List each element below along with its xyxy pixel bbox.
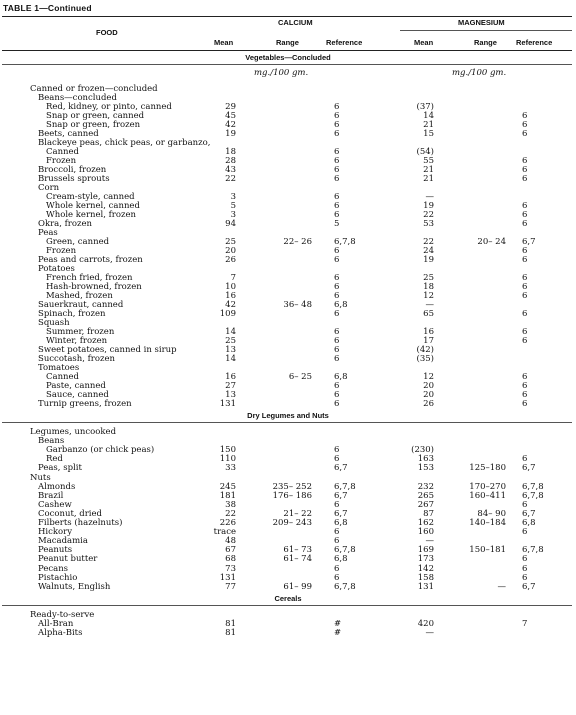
food-name: Almonds xyxy=(38,482,76,492)
calcium-reference: 6,7 xyxy=(334,463,348,473)
calcium-range: 61– 74 xyxy=(283,554,312,564)
calcium-reference: 6 xyxy=(334,165,340,175)
calcium-mean: 14 xyxy=(225,327,236,337)
calcium-mean: 29 xyxy=(225,102,236,112)
food-name: Corn xyxy=(38,183,60,193)
food-name: Peas and carrots, frozen xyxy=(38,255,143,265)
magnesium-mean: 21 xyxy=(423,165,434,175)
magnesium-mean: 24 xyxy=(423,246,434,256)
food-name: Walnuts, English xyxy=(38,582,111,592)
food-name: Pistachio xyxy=(38,573,78,583)
magnesium-reference: 6,7,8 xyxy=(522,545,544,555)
calcium-mean: 131 xyxy=(219,399,236,409)
magnesium-range-header: Range xyxy=(474,38,497,47)
magnesium-mean: (54) xyxy=(416,147,434,157)
magnesium-mean: 420 xyxy=(417,619,434,629)
calcium-range: 61– 99 xyxy=(283,582,312,592)
magnesium-mean: 53 xyxy=(423,219,434,229)
food-name: Paste, canned xyxy=(46,381,106,391)
calcium-mean: 45 xyxy=(225,111,236,121)
calcium-mean: 27 xyxy=(225,381,236,391)
section-rule xyxy=(2,422,572,423)
calcium-reference: 6 xyxy=(334,390,340,400)
food-name: Cashew xyxy=(38,500,72,510)
magnesium-reference: 6 xyxy=(522,554,528,564)
table-row xyxy=(0,399,576,409)
food-name: Cream-style, canned xyxy=(46,192,135,202)
food-name: Snap or green, frozen xyxy=(46,120,141,130)
calcium-reference: 6 xyxy=(334,573,340,583)
calcium-mean: 68 xyxy=(225,554,236,564)
calcium-reference: 6 xyxy=(334,129,340,139)
food-name: Mashed, frozen xyxy=(46,291,113,301)
magnesium-reference: 6 xyxy=(522,527,528,537)
magnesium-mean: 163 xyxy=(417,454,434,464)
magnesium-range: 84– 90 xyxy=(477,509,506,519)
food-name: Green, canned xyxy=(46,237,110,247)
calcium-reference: 6,7,8 xyxy=(334,237,356,247)
calcium-range: 21– 22 xyxy=(283,509,312,519)
top-rule xyxy=(2,16,572,17)
magnesium-reference: 6 xyxy=(522,454,528,464)
magnesium-reference: 6,7 xyxy=(522,237,536,247)
calcium-reference: 6,7 xyxy=(334,509,348,519)
magnesium-mean: 15 xyxy=(423,129,434,139)
magnesium-reference: 6,7 xyxy=(522,463,536,473)
calcium-mean: 109 xyxy=(219,309,236,319)
magnesium-reference: 6 xyxy=(522,381,528,391)
calcium-range: 22– 26 xyxy=(283,237,312,247)
food-name: Summer, frozen xyxy=(46,327,115,337)
food-name: Tomatoes xyxy=(38,363,80,373)
calcium-reference: 6 xyxy=(334,536,340,546)
calcium-mean: 48 xyxy=(225,536,236,546)
food-name: Filberts (hazelnuts) xyxy=(38,518,123,528)
magnesium-reference: 6 xyxy=(522,255,528,265)
calcium-reference: 6,7,8 xyxy=(334,482,356,492)
food-name: Hash-browned, frozen xyxy=(46,282,142,292)
magnesium-mean: 20 xyxy=(423,381,434,391)
food-name: Peas xyxy=(38,228,58,238)
magnesium-reference: 6,7 xyxy=(522,582,536,592)
calcium-mean: 110 xyxy=(219,454,236,464)
magnesium-reference: 6 xyxy=(522,573,528,583)
calcium-mean: 5 xyxy=(230,201,236,211)
calcium-reference: 6 xyxy=(334,527,340,537)
magnesium-mean: 21 xyxy=(423,120,434,130)
calcium-reference: 6,7 xyxy=(334,491,348,501)
food-name: Sauerkraut, canned xyxy=(38,300,124,310)
calcium-reference: 6,7,8 xyxy=(334,582,356,592)
calcium-reference: 6 xyxy=(334,102,340,112)
calcium-mean: 33 xyxy=(225,463,236,473)
food-name: Pecans xyxy=(38,564,69,574)
magnesium-reference: 6,7 xyxy=(522,509,536,519)
table-row xyxy=(0,463,576,473)
header-rule xyxy=(2,50,572,51)
magnesium-mean: (230) xyxy=(411,445,434,455)
magnesium-mean: 153 xyxy=(417,463,434,473)
magnesium-reference: 6,7,8 xyxy=(522,482,544,492)
calcium-mean: 94 xyxy=(225,219,236,229)
calcium-reference: 6 xyxy=(334,564,340,574)
food-name: Spinach, frozen xyxy=(38,309,106,319)
food-name: Red xyxy=(46,454,63,464)
calcium-range: 209– 243 xyxy=(272,518,312,528)
magnesium-range: 20– 24 xyxy=(477,237,506,247)
calcium-range-header: Range xyxy=(276,38,299,47)
calcium-mean: 20 xyxy=(225,246,236,256)
food-name: Peanuts xyxy=(38,545,73,555)
magnesium-mean: 22 xyxy=(423,210,434,220)
magnesium-reference: 6 xyxy=(522,500,528,510)
calcium-mean: 10 xyxy=(225,282,236,292)
magnesium-mean: 142 xyxy=(417,564,434,574)
food-name: Winter, frozen xyxy=(46,336,108,346)
food-name: Hickory xyxy=(38,527,73,537)
magnesium-mean: 22 xyxy=(423,237,434,247)
calcium-mean: 42 xyxy=(225,300,236,310)
magnesium-reference: 6 xyxy=(522,399,528,409)
magnesium-mean: 21 xyxy=(423,174,434,184)
food-name: Beans xyxy=(38,436,65,446)
magnesium-mean: 20 xyxy=(423,390,434,400)
food-name: French fried, frozen xyxy=(46,273,133,283)
food-name: Squash xyxy=(38,318,70,328)
food-name: Legumes, uncooked xyxy=(30,427,117,437)
calcium-mean: 14 xyxy=(225,354,236,364)
food-name: Nuts xyxy=(30,473,51,483)
calcium-mean: 3 xyxy=(230,210,236,220)
magnesium-mean: 232 xyxy=(417,482,434,492)
calcium-mean: 26 xyxy=(225,255,236,265)
calcium-mean: 19 xyxy=(225,129,236,139)
calcium-reference: 6 xyxy=(334,445,340,455)
food-name: Brussels sprouts xyxy=(38,174,110,184)
magnesium-mean: (37) xyxy=(416,102,434,112)
table-title: TABLE 1—Continued xyxy=(3,3,92,13)
magnesium-range: 150–181 xyxy=(469,545,506,555)
food-name: Peanut butter xyxy=(38,554,98,564)
table-row xyxy=(0,582,576,592)
magnesium-underline xyxy=(400,30,572,31)
food-name: Succotash, frozen xyxy=(38,354,115,364)
calcium-range: 235– 252 xyxy=(272,482,312,492)
magnesium-mean: 160 xyxy=(417,527,434,537)
calcium-reference: 5 xyxy=(334,219,340,229)
calcium-mean: 245 xyxy=(219,482,236,492)
calcium-reference: 6 xyxy=(334,192,340,202)
magnesium-mean: 19 xyxy=(423,255,434,265)
magnesium-mean: 17 xyxy=(423,336,434,346)
calcium-reference: 6,7,8 xyxy=(334,545,356,555)
magnesium-mean: 169 xyxy=(417,545,434,555)
calcium-mean: 67 xyxy=(225,545,236,555)
magnesium-reference: 6 xyxy=(522,336,528,346)
calcium-mean: 7 xyxy=(230,273,236,283)
calcium-range: 36– 48 xyxy=(283,300,312,310)
magnesium-reference: 6 xyxy=(522,201,528,211)
magnesium-reference: 6 xyxy=(522,372,528,382)
calcium-mean: 43 xyxy=(225,165,236,175)
calcium-mean: 25 xyxy=(225,336,236,346)
calcium-reference: 6 xyxy=(334,174,340,184)
calcium-reference: 6 xyxy=(334,147,340,157)
food-name: Red, kidney, or pinto, canned xyxy=(46,102,172,112)
magnesium-mean: 14 xyxy=(423,111,434,121)
food-name: Canned xyxy=(46,147,79,157)
food-name: Frozen xyxy=(46,156,77,166)
magnesium-mean: 265 xyxy=(417,491,434,501)
food-name: Beans—concluded xyxy=(38,93,117,103)
calcium-range: 6– 25 xyxy=(288,372,312,382)
food-name: Sauce, canned xyxy=(46,390,109,400)
magnesium-mean: 12 xyxy=(423,291,434,301)
food-name: Whole kernel, frozen xyxy=(46,210,136,220)
magnesium-mean: 12 xyxy=(423,372,434,382)
calcium-mean: 150 xyxy=(219,445,236,455)
food-name: Canned or frozen—concluded xyxy=(30,84,158,94)
calcium-unit: mg./100 gm. xyxy=(254,68,309,78)
magnesium-reference: 6 xyxy=(522,309,528,319)
calcium-reference: 6 xyxy=(334,327,340,337)
calcium-mean: 25 xyxy=(225,237,236,247)
magnesium-reference: 6,8 xyxy=(522,518,536,528)
magnesium-mean: 173 xyxy=(417,554,434,564)
magnesium-reference: 6 xyxy=(522,273,528,283)
food-name: Macadamia xyxy=(38,536,88,546)
calcium-mean: 81 xyxy=(225,628,236,638)
calcium-reference: 6 xyxy=(334,345,340,355)
magnesium-reference: 6 xyxy=(522,390,528,400)
magnesium-reference: 6 xyxy=(522,120,528,130)
calcium-reference: 6 xyxy=(334,201,340,211)
magnesium-reference: 6 xyxy=(522,156,528,166)
calcium-reference: 6 xyxy=(334,210,340,220)
calcium-reference: 6 xyxy=(334,291,340,301)
calcium-reference: 6,8 xyxy=(334,554,348,564)
magnesium-range: 125–180 xyxy=(469,463,506,473)
calcium-mean: 13 xyxy=(225,345,236,355)
calcium-mean-header: Mean xyxy=(214,38,234,47)
magnesium-mean: — xyxy=(425,628,434,638)
calcium-header: CALCIUM xyxy=(278,18,313,27)
calcium-reference: 6 xyxy=(334,156,340,166)
calcium-reference: 6 xyxy=(334,273,340,283)
calcium-reference: 6 xyxy=(334,381,340,391)
magnesium-reference: 6,7,8 xyxy=(522,491,544,501)
calcium-mean: 38 xyxy=(225,500,236,510)
table-row xyxy=(0,554,576,564)
calcium-mean: 16 xyxy=(225,372,236,382)
calcium-mean: 81 xyxy=(225,619,236,629)
magnesium-reference: 6 xyxy=(522,174,528,184)
magnesium-mean: 19 xyxy=(423,201,434,211)
calcium-reference-header: Reference xyxy=(326,38,363,47)
food-name: Beets, canned xyxy=(38,129,99,139)
calcium-reference: 6 xyxy=(334,120,340,130)
food-name: Potatoes xyxy=(38,264,75,274)
calcium-mean: trace xyxy=(213,527,236,537)
calcium-range: 61– 73 xyxy=(283,545,312,555)
magnesium-mean: — xyxy=(425,536,434,546)
calcium-reference: 6,8 xyxy=(334,300,348,310)
magnesium-mean-header: Mean xyxy=(414,38,434,47)
magnesium-reference: 6 xyxy=(522,111,528,121)
food-name: Brazil xyxy=(38,491,64,501)
calcium-reference: 6 xyxy=(334,309,340,319)
calcium-mean: 3 xyxy=(230,192,236,202)
calcium-reference: 6 xyxy=(334,111,340,121)
food-name: Canned xyxy=(46,372,79,382)
magnesium-mean: 18 xyxy=(423,282,434,292)
food-name: Peas, split xyxy=(38,463,82,473)
magnesium-mean: 162 xyxy=(417,518,434,528)
calcium-mean: 22 xyxy=(225,509,236,519)
calcium-range: 176– 186 xyxy=(272,491,312,501)
magnesium-reference: 6 xyxy=(522,219,528,229)
section-title-vegetables-concluded: Vegetables—Concluded xyxy=(245,53,331,62)
magnesium-mean: 158 xyxy=(417,573,434,583)
magnesium-reference: 7 xyxy=(522,619,528,629)
food-column-header: FOOD xyxy=(96,28,118,37)
calcium-reference: 6 xyxy=(334,246,340,256)
magnesium-mean: 131 xyxy=(417,582,434,592)
magnesium-mean: (35) xyxy=(416,354,434,364)
calcium-reference: 6,8 xyxy=(334,372,348,382)
section-title-dry-legumes-and-nuts: Dry Legumes and Nuts xyxy=(247,411,329,420)
magnesium-mean: 55 xyxy=(423,156,434,166)
calcium-reference: 6 xyxy=(334,354,340,364)
section-title-cereals: Cereals xyxy=(274,593,302,603)
calcium-reference: 6 xyxy=(334,500,340,510)
magnesium-mean: 267 xyxy=(417,500,434,510)
food-name: Blackeye peas, chick peas, or garbanzo, xyxy=(38,138,211,148)
food-name: Broccoli, frozen xyxy=(38,165,107,175)
food-name: Garbanzo (or chick peas) xyxy=(46,445,155,455)
magnesium-mean: 26 xyxy=(423,399,434,409)
food-name: Frozen xyxy=(46,246,77,256)
food-name: Ready-to-serve xyxy=(30,610,95,620)
food-name: All-Bran xyxy=(38,619,74,629)
calcium-mean: 226 xyxy=(219,518,236,528)
calcium-reference: 6,8 xyxy=(334,518,348,528)
magnesium-range: 160–411 xyxy=(469,491,506,501)
calcium-mean: 181 xyxy=(219,491,236,501)
section-rule xyxy=(2,605,572,606)
magnesium-reference: 6 xyxy=(522,210,528,220)
calcium-reference: 6 xyxy=(334,454,340,464)
magnesium-reference: 6 xyxy=(522,327,528,337)
calcium-reference: 6 xyxy=(334,336,340,346)
magnesium-reference: 6 xyxy=(522,564,528,574)
magnesium-range: 140–184 xyxy=(469,518,506,528)
magnesium-header: MAGNESIUM xyxy=(458,18,505,27)
calcium-reference: 6 xyxy=(334,282,340,292)
calcium-mean: 16 xyxy=(225,291,236,301)
food-name: Sweet potatoes, canned in sirup xyxy=(38,345,177,355)
food-name: Whole kernel, canned xyxy=(46,201,140,211)
magnesium-range: — xyxy=(497,582,506,592)
calcium-reference: # xyxy=(334,619,342,629)
food-name: Snap or green, canned xyxy=(46,111,145,121)
magnesium-range: 170–270 xyxy=(469,482,506,492)
calcium-mean: 22 xyxy=(225,174,236,184)
magnesium-mean: — xyxy=(425,192,434,202)
food-name: Turnip greens, frozen xyxy=(38,399,132,409)
calcium-mean: 18 xyxy=(225,147,236,157)
magnesium-mean: (42) xyxy=(416,345,434,355)
magnesium-reference: 6 xyxy=(522,291,528,301)
magnesium-reference: 6 xyxy=(522,246,528,256)
magnesium-unit: mg./100 gm. xyxy=(452,68,507,78)
calcium-reference: 6 xyxy=(334,399,340,409)
food-name: Okra, frozen xyxy=(38,219,92,229)
calcium-mean: 13 xyxy=(225,390,236,400)
calcium-mean: 73 xyxy=(225,564,236,574)
magnesium-reference: 6 xyxy=(522,282,528,292)
magnesium-mean: 16 xyxy=(423,327,434,337)
calcium-mean: 42 xyxy=(225,120,236,130)
magnesium-mean: — xyxy=(425,300,434,310)
magnesium-reference: 6 xyxy=(522,129,528,139)
calcium-reference: # xyxy=(334,628,342,638)
magnesium-mean: 25 xyxy=(423,273,434,283)
magnesium-mean: 65 xyxy=(423,309,434,319)
calcium-mean: 77 xyxy=(225,582,236,592)
food-name: Coconut, dried xyxy=(38,509,102,519)
magnesium-mean: 87 xyxy=(423,509,434,519)
food-name: Alpha-Bits xyxy=(38,628,83,638)
calcium-mean: 28 xyxy=(225,156,236,166)
magnesium-reference-header: Reference xyxy=(516,38,553,47)
section-rule xyxy=(2,64,572,65)
magnesium-reference: 6 xyxy=(522,165,528,175)
table-row xyxy=(0,628,576,638)
calcium-mean: 131 xyxy=(219,573,236,583)
calcium-reference: 6 xyxy=(334,255,340,265)
